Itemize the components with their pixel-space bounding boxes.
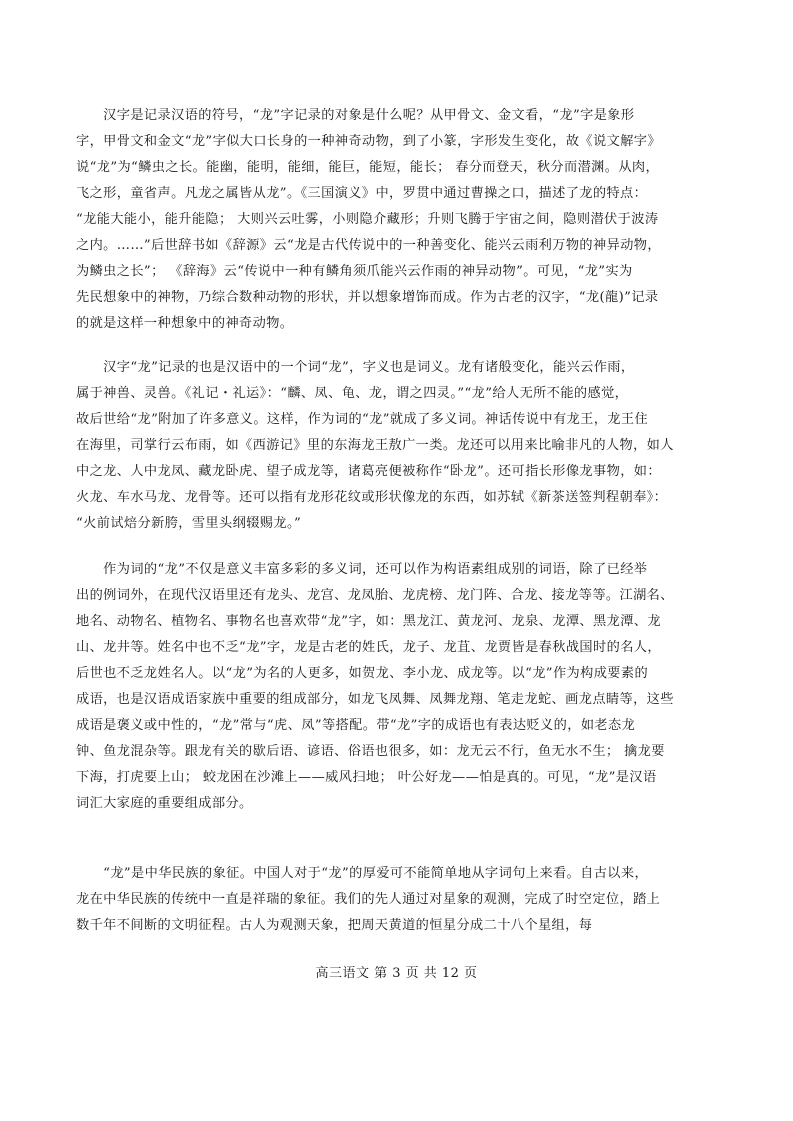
text-line: 火龙、车水马龙、龙骨等。还可以指有龙形花纹或形状像龙的东西，如苏轼《新茶送签判程朝奉》： — [76, 490, 668, 505]
paragraph-dragon-character — [76, 103, 661, 337]
text-line: 成语，也是汉语成语家族中重要的组成部分，如龙飞凤舞、凤舞龙翔、笔走龙蛇、画龙点睛等，这些 — [76, 692, 674, 707]
text-line: 汉字是记录汉语的符号，“龙”字记录的对象是什么呢？从甲骨文、金文看，“龙”字是象形 — [76, 108, 635, 123]
text-line: 作为词的“龙”不仅是意义丰富多彩的多义词，还可以作为构语素组成别的词语，除了已经举 — [76, 562, 648, 577]
text-line: 先民想象中的神物，乃综合数种动物的形状，并以想象增饰而成。作为古老的汉字，“龙(龍)”记录 — [76, 290, 659, 305]
text-line: 故后世给“龙”附加了许多意义。这样，作为词的“龙”就成了多义词。神话传说中有龙王，龙王住 — [76, 412, 649, 427]
text-line: 后世也不乏龙姓名人。以“龙”为名的人更多，如贺龙、李小龙、成龙等。以“龙”作为构成要素的 — [76, 666, 649, 681]
text-line: 山、龙井等。姓名中也不乏“龙”字，龙是古老的姓氏，龙子、龙苴、龙贾皆是春秋战国时的名人， — [76, 640, 661, 655]
text-line: 在海里，司掌行云布雨，如《西游记》里的东海龙王敖广一类。龙还可以用来比喻非凡的人物，如人 — [76, 438, 674, 453]
text-line: 属于神兽、灵兽。《礼记・礼运》：“麟、凤、龟、龙，谓之四灵。”“龙”给人无所不能的感觉， — [76, 386, 629, 401]
text-line: 中之龙、人中龙凤、藏龙卧虎、望子成龙等，诸葛亮便被称作“卧龙”。还可指长形像龙事物，如： — [76, 464, 661, 479]
text-line: 下海，打虎要上山； 蛟龙困在沙滩上——威风扫地； 叶公好龙——怕是真的。可见，“龙”是汉语 — [76, 770, 657, 785]
text-line: 为鳞虫之长”； 《辞海》云“传说中一种有鳞角须爪能兴云作雨的神异动物”。可见，“龙”实为 — [76, 264, 633, 279]
text-line: 词汇大家庭的重要组成部分。 — [76, 796, 253, 811]
text-line: 之内。……”后世辞书如《辞源》云“龙是古代传说中的一种善变化、能兴云雨利万物的神异动物， — [76, 238, 661, 253]
text-line: 龙在中华民族的传统中一直是祥瑞的象征。我们的先人通过对星象的观测，完成了时空定位，踏上 — [76, 892, 661, 907]
text-line: 说“龙”为“鳞虫之长。能幽，能明，能细，能巨，能短，能长； 春分而登天，秋分而潜渊。从肉， — [76, 160, 660, 175]
text-line: 数千年不间断的文明征程。古人为观测天象，把周天黄道的恒星分成二十八个星组，每 — [76, 918, 593, 933]
text-line: 地名、动物名、植物名、事物名也喜欢带“龙”字，如：黑龙江、黄龙河、龙泉、龙潭、黑龙潭、龙 — [76, 614, 661, 629]
text-line: “龙能大能小，能升能隐； 大则兴云吐雾，小则隐介藏形；升则飞腾于宇宙之间，隐则潜伏于波涛 — [76, 212, 659, 227]
page-footer: 高三语文 第 3 页 共 12 页 — [315, 966, 478, 981]
text-line: 成语是褒义或中性的，“龙”常与“虎、凤”等搭配。带“龙”字的成语也有表达贬义的，如老态龙 — [76, 718, 636, 733]
paragraph-dragon-morpheme — [76, 557, 674, 817]
text-line: 飞之形，童省声。凡龙之属皆从龙”。《三国演义》中，罗贯中通过曹操之口，描述了龙的特点： — [76, 186, 648, 201]
paragraph-dragon-symbol — [76, 861, 660, 939]
text-line: 汉字“龙”记录的也是汉语中的一个词“龙”，字义也是词义。龙有诸般变化，能兴云作雨， — [76, 360, 635, 375]
text-line: 字，甲骨文和金文“龙”字似大口长身的一种神奇动物，到了小篆，字形发生变化，故《说文解字》 — [76, 134, 661, 149]
text-line: 钟、鱼龙混杂等。跟龙有关的歇后语、谚语、俗语也很多，如：龙无云不行，鱼无水不生； 擒龙要 — [76, 744, 665, 759]
text-line: 出的例词外，在现代汉语里还有龙头、龙宫、龙凤胎、龙虎榜、龙门阵、合龙、接龙等等。江湖名、 — [76, 588, 674, 603]
paragraph-dragon-word — [76, 355, 674, 537]
text-line: “火前试焙分新胯，雪里头纲辍赐龙。” — [76, 516, 302, 531]
text-line: 的就是这样一种想象中的神奇动物。 — [76, 316, 294, 331]
text-line: “龙”是中华民族的象征。中国人对于“龙”的厚爱可不能简单地从字词句上来看。自古以来， — [76, 866, 649, 881]
